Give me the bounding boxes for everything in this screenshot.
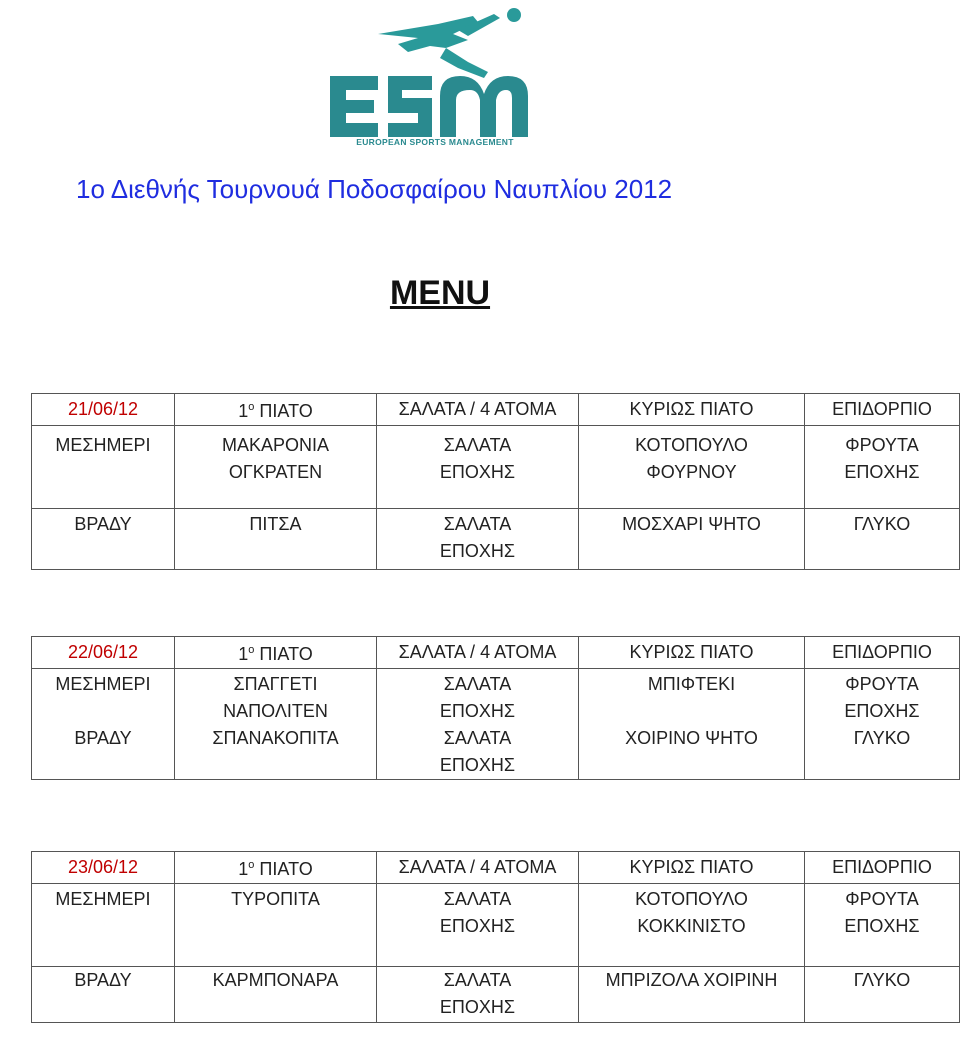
meal-label-cell [32, 669, 175, 780]
table-header-row [32, 637, 960, 669]
main-course-cell: ΜΟΣΧΑΡΙ ΨΗΤΟ [579, 509, 805, 570]
table-row-lunch [32, 426, 960, 509]
main-course-cell: ΚΟΤΟΠΟΥΛΟ ΚΟΚΚΙΝΙΣΤΟ [579, 884, 805, 967]
header-dessert: ΕΠΙΔΟΡΠΙΟ [805, 852, 960, 884]
dessert-cell: ΦΡΟΥΤΑ ΕΠΟΧΗΣ [805, 884, 960, 967]
date-cell: 21/06/12 [32, 394, 175, 426]
main-course-cell: ΜΠΙΦΤΕΚΙ ΧΟΙΡΙΝΟ ΨΗΤΟ [579, 669, 805, 780]
salad-cell: ΣΑΛΑΤΑ ΕΠΟΧΗΣ ΣΑΛΑΤΑ ΕΠΟΧΗΣ [377, 669, 579, 780]
header-dessert: ΕΠΙΔΟΡΠΙΟ [805, 394, 960, 426]
table-header-row [32, 852, 960, 884]
meal-label: ΒΡΑΔΥ [32, 967, 175, 1023]
logo-tagline: EUROPEAN SPORTS MANAGEMENT [356, 137, 514, 147]
salad-cell: ΣΑΛΑΤΑ ΕΠΟΧΗΣ [377, 509, 579, 570]
meal-label: ΒΡΑΔΥ [74, 728, 132, 748]
first-course-cell: ΣΠΑΓΓΕΤΙ ΝΑΠΟΛΙΤΕΝ ΣΠΑΝΑΚΟΠΙΤΑ [175, 669, 377, 780]
meal-label: ΜΕΣΗΜΕΡΙ [55, 674, 151, 694]
first-course-cell: ΠΙΤΣΑ [175, 509, 377, 570]
page-title: 1ο Διεθνής Τουρνουά Ποδοσφαίρου Ναυπλίου 2012 [76, 174, 673, 204]
esm-logo [318, 4, 548, 154]
header-dessert: ΕΠΙΔΟΡΠΙΟ [805, 637, 960, 669]
menu-table-day-3 [31, 851, 960, 1023]
dessert-cell: ΦΡΟΥΤΑ ΕΠΟΧΗΣ ΓΛΥΚΟ [805, 669, 960, 780]
first-course-cell: ΜΑΚΑΡΟΝΙΑ ΟΓΚΡΑΤΕΝ [175, 426, 377, 509]
header-main: ΚΥΡΙΩΣ ΠΙΑΤΟ [579, 852, 805, 884]
first-course-cell: ΤΥΡΟΠΙΤΑ [175, 884, 377, 967]
table-row-dinner [32, 967, 960, 1023]
header-salad: ΣΑΛΑΤΑ / 4 ΑΤΟΜΑ [377, 394, 579, 426]
first-course-cell: ΚΑΡΜΠΟΝΑΡΑ [175, 967, 377, 1023]
header-first-course: $1^o$ ΠΙΑΤΟ [175, 394, 377, 426]
header-main: ΚΥΡΙΩΣ ΠΙΑΤΟ [579, 637, 805, 669]
table-header-row [32, 394, 960, 426]
main-course-cell: ΜΠΡΙΖΟΛΑ ΧΟΙΡΙΝΗ [579, 967, 805, 1023]
header-main: ΚΥΡΙΩΣ ΠΙΑΤΟ [579, 394, 805, 426]
meal-label: ΜΕΣΗΜΕΡΙ [32, 426, 175, 509]
dessert-cell: ΦΡΟΥΤΑ ΕΠΟΧΗΣ [805, 426, 960, 509]
dessert-cell: ΓΛΥΚΟ [805, 967, 960, 1023]
meal-label: ΜΕΣΗΜΕΡΙ [32, 884, 175, 967]
footballer-icon [378, 8, 521, 78]
table-row-dinner [32, 509, 960, 570]
table-row-lunch [32, 884, 960, 967]
salad-cell: ΣΑΛΑΤΑ ΕΠΟΧΗΣ [377, 884, 579, 967]
header-first-course: $1^o$ ΠΙΑΤΟ [175, 852, 377, 884]
header-first-course: $1^o$ ΠΙΑΤΟ [175, 637, 377, 669]
menu-table-day-1 [31, 393, 960, 570]
header-salad: ΣΑΛΑΤΑ / 4 ΑΤΟΜΑ [377, 852, 579, 884]
main-course-cell: ΚΟΤΟΠΟΥΛΟ ΦΟΥΡΝΟΥ [579, 426, 805, 509]
dessert-cell: ΓΛΥΚΟ [805, 509, 960, 570]
meal-label: ΒΡΑΔΥ [32, 509, 175, 570]
header-salad: ΣΑΛΑΤΑ / 4 ΑΤΟΜΑ [377, 637, 579, 669]
esm-letters [330, 76, 528, 137]
table-row-meals [32, 669, 960, 780]
menu-heading: MENU [389, 274, 491, 312]
salad-cell: ΣΑΛΑΤΑ ΕΠΟΧΗΣ [377, 426, 579, 509]
salad-cell: ΣΑΛΑΤΑ ΕΠΟΧΗΣ [377, 967, 579, 1023]
date-cell: 22/06/12 [32, 637, 175, 669]
menu-table-day-2 [31, 636, 960, 780]
date-cell: 23/06/12 [32, 852, 175, 884]
